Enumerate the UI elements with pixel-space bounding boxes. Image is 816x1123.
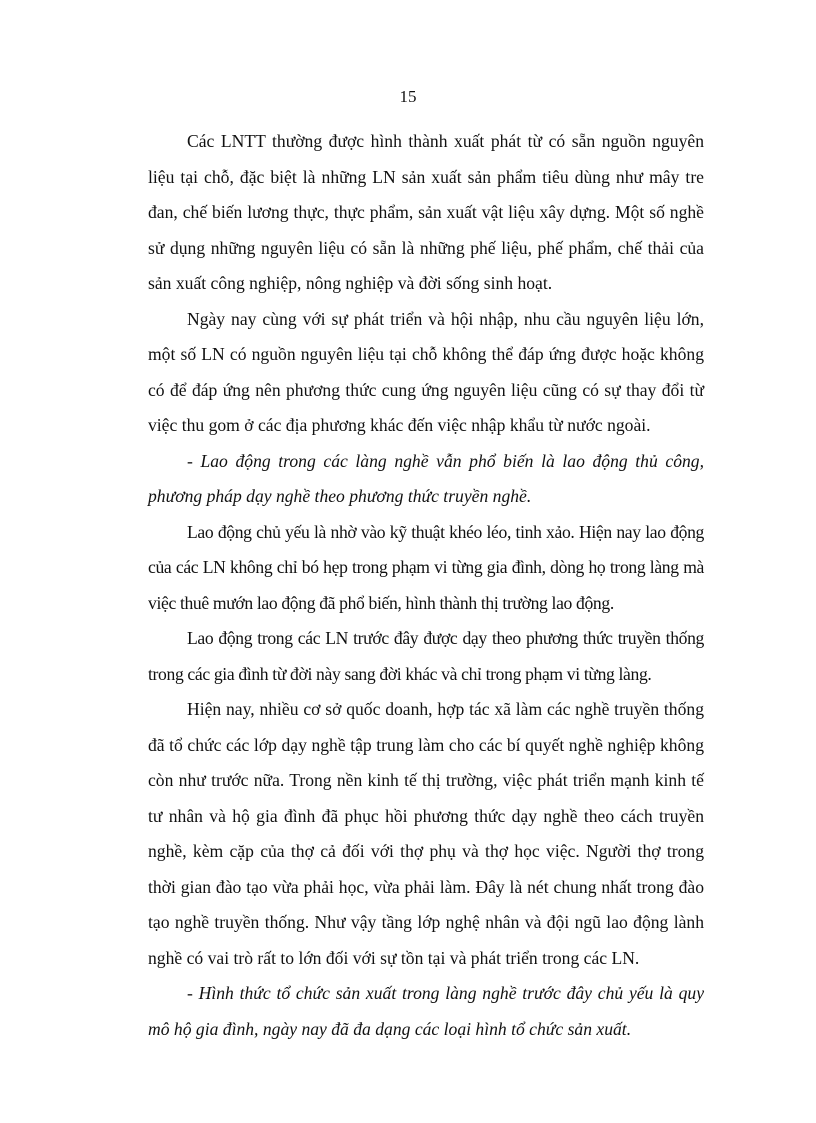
paragraph-modern-training: Hiện nay, nhiều cơ sở quốc doanh, hợp tác xã làm các nghề truyền thống đã tổ chức các lớp dạy nghề tập trung làm cho các bí quyết nghề nghiệp không còn như trước nữa. Trong nền kinh tế thị trường, việc phát triển mạnh kinh tế tư nhân và hộ gia đình đã phục hồi phương thức dạy nghề theo cách truyền nghề, kèm cặp của thợ cả đối với thợ phụ và thợ học việc. Người thợ trong thời gian đào tạo vừa phải học, vừa phải làm. Đây là nét chung nhất trong đào tạo nghề truyền thống. Như vậy tầng lớp nghệ nhân và đội ngũ lao động lành nghề có vai trò rất to lớn đối với sự tồn tại và phát triển trong các LN.: [148, 699, 704, 968]
heading-production-organization: - Hình thức tổ chức sản xuất trong làng nghề trước đây chủ yếu là quy mô hộ gia đình, ngày nay đã đa dạng các loại hình tổ chức sản xuất.: [148, 983, 704, 1039]
page-number: 15: [399, 87, 417, 106]
paragraph-material-supply: Ngày nay cùng với sự phát triển và hội nhập, nhu cầu nguyên liệu lớn, một số LN có nguồn nguyên liệu tại chỗ không thể đáp ứng được hoặc không có để đáp ứng nên phương thức cung ứng nguyên liệu cũng có sự thay đổi từ việc thu gom ở các địa phương khác đến việc nhập khẩu từ nước ngoài.: [148, 308, 704, 435]
heading-labor: - Lao động trong các làng nghề vẫn phổ biến là lao động thủ công, phương pháp dạy nghề theo phương thức truyền nghề.: [148, 450, 704, 506]
paragraph-labor-skills: Lao động chủ yếu là nhờ vào kỹ thuật khéo léo, tinh xảo. Hiện nay lao động của các LN không chỉ bó hẹp trong phạm vi từng gia đình, dòng họ trong làng mà việc thuê mướn lao động đã phổ biến, hình thành thị trường lao động.: [148, 521, 704, 613]
paragraph-raw-materials: Các LNTT thường được hình thành xuất phát từ có sẵn nguồn nguyên liệu tại chỗ, đặc biệt là những LN sản xuất sản phẩm tiêu dùng như mây tre đan, chế biến lương thực, thực phẩm, sản xuất vật liệu xây dựng. Một số nghề sử dụng những nguyên liệu có sẵn là những phế liệu, phế phẩm, chế thải của sản xuất công nghiệp, nông nghiệp và đời sống sinh hoạt.: [148, 131, 704, 293]
body-text: [148, 124, 704, 1047]
paragraph-traditional-training: Lao động trong các LN trước đây được dạy theo phương thức truyền thống trong các gia đình từ đời này sang đời khác và chỉ trong phạm vi từng làng.: [148, 628, 704, 684]
